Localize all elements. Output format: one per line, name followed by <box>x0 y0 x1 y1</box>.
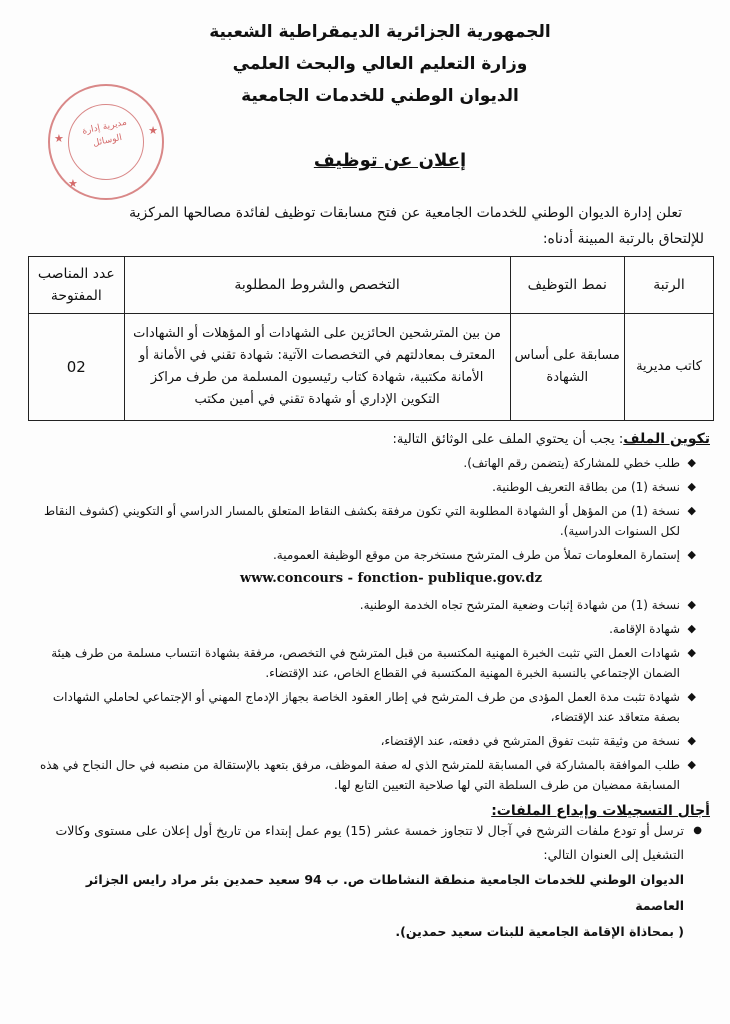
cell-rank: كاتب مديرية <box>624 314 713 421</box>
stamp-text <box>76 114 137 153</box>
website-link[interactable]: www.concours - fonction- publique.gov.dz <box>240 571 542 586</box>
official-stamp <box>48 84 164 200</box>
diamond-bullet-icon: ◆ <box>687 734 696 747</box>
intro-line-2: للإلتحاق بالرتبة المبينة أدناه: <box>542 231 704 247</box>
table-row <box>29 314 714 421</box>
documents-intro: : يجب أن يحتوي الملف على الوثائق التالية: <box>392 432 624 447</box>
diamond-bullet-icon: ◆ <box>687 646 696 659</box>
cell-mode: مسابقة على أساس الشهادة <box>510 314 624 421</box>
diamond-bullet-icon: ◆ <box>687 622 696 635</box>
address-line-1: الديوان الوطني للخدمات الجامعية منطقة النشاطات ص. ب 94 سعيد حمدين بئر مراد رايس الجزائر العاصمة <box>85 872 684 913</box>
cell-spec: من بين المترشحين الحائزين على الشهادات أو المؤهلات أو الشهادات المعترف بمعادلتهم في التخصصات الآتية: شهادة تقني في الأمانة أو الأمانة مكتبية، شهادة كتاب رئيسيون المسلمة من طرف مراكز التكوين الإداري أو شهادة تقني في أمين مكتب <box>124 314 510 421</box>
documents-section <box>20 428 710 795</box>
deadline-list <box>20 819 710 867</box>
list-item: ◆ نسخة (1) من بطاقة التعريف الوطنية. <box>20 477 710 497</box>
documents-heading <box>20 428 710 451</box>
stamp-inner-text: مديرية إدارة الوسائل <box>81 117 128 149</box>
header-mode: نمط التوظيف <box>510 257 624 314</box>
list-item: ◆ نسخة من وثيقة تثبت تفوق المترشح في دفعته، عند الإقتضاء، <box>20 731 710 751</box>
header-ministry: وزارة التعليم العالي والبحث العلمي <box>232 54 528 74</box>
positions-table <box>28 256 714 421</box>
list-item: ◆ طلب خطي للمشاركة (يتضمن رقم الهاتف). <box>20 453 710 473</box>
list-item: ◆ شهادات العمل التي تثبت الخبرة المهنية المكتسبة من قبل المترشح في التخصص، مرفقة بشهادة انتساب مسلمة من طرف هيئة الضمان الإجتماعي بالنسبة الخبرة المهنية المكتسبة في القطاع الخاص، عند الإقتضاء. <box>20 643 710 683</box>
documents-list <box>20 453 710 795</box>
intro-paragraph <box>20 200 704 252</box>
diamond-bullet-icon: ◆ <box>687 480 696 493</box>
deadline-heading <box>20 803 710 819</box>
page-title: إعلان عن توظيف <box>313 150 467 171</box>
list-item: ● ترسل أو تودع ملفات الترشح في آجال لا تتجاوز خمسة عشر (15) يوم عمل إبتداء من تاريخ أول إعلان على مستوى وكالات التشغيل إلى العنوان التالي: <box>20 819 710 867</box>
intro-line-1: تعلن إدارة الديوان الوطني للخدمات الجامعية عن فتح مسابقات توظيف لفائدة مصالحها المركزية <box>129 205 682 221</box>
diamond-bullet-icon: ◆ <box>687 504 696 517</box>
header-office: الديوان الوطني للخدمات الجامعية <box>241 86 519 106</box>
diamond-bullet-icon: ◆ <box>687 598 696 611</box>
list-item: ◆ نسخة (1) من شهادة إثبات وضعية المترشح تجاه الخدمة الوطنية. <box>20 595 710 615</box>
documents-title: تكوين الملف <box>623 431 710 447</box>
list-item: ◆ إستمارة المعلومات تملأ من طرف المترشح مستخرجة من موقع الوظيفة العمومية. www.concours - fonction- publique.gov.dz <box>20 545 710 591</box>
stamp-star-icon: ★ <box>68 177 78 190</box>
deadline-section <box>20 803 710 945</box>
list-item: ◆ شهادة الإقامة. <box>20 619 710 639</box>
list-item: ◆ طلب الموافقة بالمشاركة في المسابقة للمترشح الذي له صفة الموظف، مرفق بتعهد بالإستقالة من منصبه في حال النجاح في هذه المسابقة ممضيان من طرف السلطة التي لها صلاحية التعيين التابع لها. <box>20 755 710 795</box>
diamond-bullet-icon: ◆ <box>687 690 696 703</box>
diamond-bullet-icon: ◆ <box>687 456 696 469</box>
list-item: ◆ شهادة تثبت مدة العمل المؤدى من طرف المترشح في إطار العقود الخاصة بجهاز الإدماج المهني أو الإجتماعي لحاملي الشهادات بصفة متعاقد عند الإقتضاء، <box>20 687 710 727</box>
stamp-star-icon: ★ <box>54 132 64 145</box>
address-line-2: ( بمحاذاة الإقامة الجامعية للبنات سعيد حمدين). <box>395 924 684 939</box>
header-rank: الرتبة <box>624 257 713 314</box>
header-positions: عدد المناصب المفتوحة <box>29 257 125 314</box>
header-republic: الجمهورية الجزائرية الديمقراطية الشعبية <box>209 22 551 42</box>
diamond-bullet-icon: ◆ <box>687 548 696 561</box>
deadline-title: أجال التسجيلات وإيداع الملفات: <box>491 803 710 819</box>
stamp-star-icon: ★ <box>148 124 158 137</box>
diamond-bullet-icon: ◆ <box>687 758 696 771</box>
header-spec: التخصص والشروط المطلوبة <box>124 257 510 314</box>
table-header-row <box>29 257 714 314</box>
body-flow <box>20 428 710 945</box>
list-item: ◆ نسخة (1) من المؤهل أو الشهادة المطلوبة التي تكون مرفقة بكشف النقاط المتعلق بالمسار الدراسي أو التكويني (كشوف النقاط لكل السنوات الدراسية). <box>20 501 710 541</box>
cell-positions: 02 <box>29 314 125 421</box>
round-bullet-icon: ● <box>693 825 702 836</box>
